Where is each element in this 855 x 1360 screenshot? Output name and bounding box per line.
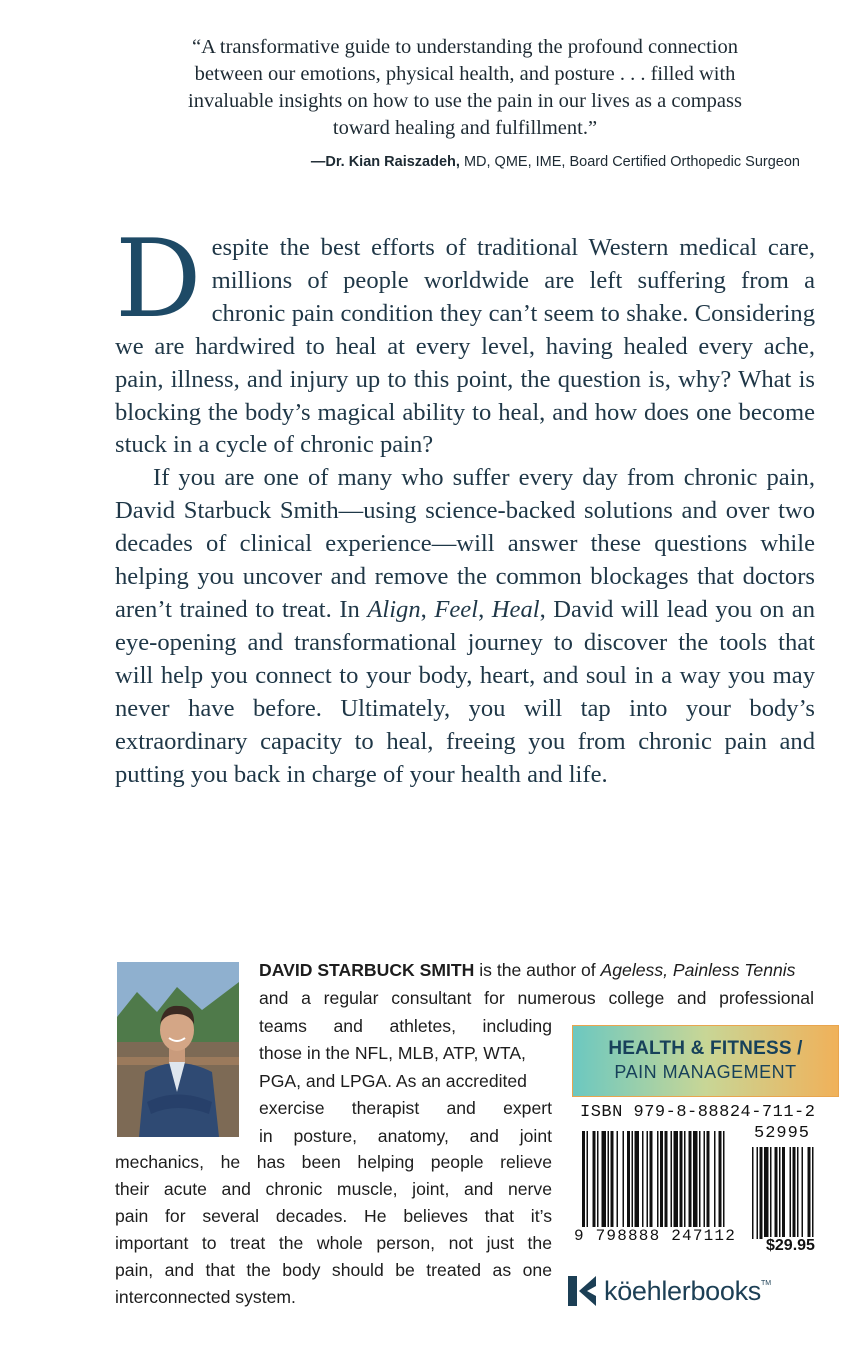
addon-bar — [764, 1147, 769, 1239]
barcode-bar — [608, 1131, 610, 1239]
addon-bar — [797, 1147, 799, 1239]
barcode-bar — [642, 1131, 644, 1239]
trademark: TM — [761, 1280, 772, 1287]
quote-line: toward healing and fulfillment.” — [332, 117, 598, 139]
addon-bar — [779, 1147, 781, 1239]
drop-cap: D — [115, 217, 202, 342]
category-label — [572, 1025, 839, 1097]
addon-bar — [752, 1147, 754, 1239]
barcode-bar — [597, 1131, 599, 1239]
publisher-name: köehlerbooks — [604, 1275, 762, 1306]
publisher-logo — [568, 1275, 771, 1307]
barcode-bar — [693, 1131, 698, 1239]
bio-line: mechanics, he has been helping people relieve — [115, 1152, 552, 1172]
description-paragraph-1 — [115, 217, 815, 462]
barcode-bar — [671, 1131, 673, 1239]
comma: , — [420, 595, 435, 623]
paragraph-2-text-b: , David will lead you on an eye-opening and transformational journey to discover the tools that will help you connect to your body, heart, and soul in a way you may never have before. Ultimately, you will tap into your body’s extraordinary capacity to heal, freeing you from chronic pain and putting you back in charge of your health and life. — [115, 595, 816, 788]
barcode-bar — [719, 1131, 722, 1239]
barcode-bar — [617, 1131, 619, 1239]
addon-bar — [812, 1147, 814, 1239]
previous-book-title: Ageless, Painless Tennis — [600, 960, 796, 980]
barcode-bar — [689, 1131, 692, 1239]
paragraph-1-text: espite the best efforts of traditional Western medical care, millions of people worldwide are left suffering from a chronic pain condition they can’t seem to shake. Considering we are hardwired to heal at every level, having healed every ache, pain, illness, and injury up to this point, the question is, why? What is blocking the body’s magical ability to heal, and how does one become stuck in a cycle of chronic pain? — [115, 234, 815, 459]
bio-line: teams and athletes, including — [259, 1016, 552, 1036]
barcode-bar — [714, 1131, 716, 1239]
bio-line: pain for several decades. He believes that it’s — [115, 1206, 552, 1226]
bio-line: PGA, and LPGA. As an accredited — [259, 1071, 527, 1091]
publisher-k-icon — [568, 1276, 598, 1306]
barcode-bar — [623, 1131, 625, 1239]
book-title-feel: Feel — [434, 595, 479, 623]
bio-line: pain, and that the body should be treated as one — [115, 1260, 552, 1280]
barcode-bar — [680, 1131, 683, 1239]
bio-text: is the author of — [474, 960, 601, 980]
addon-bar — [760, 1147, 763, 1239]
price: $29.95 — [766, 1237, 815, 1254]
barcode-bar — [632, 1131, 634, 1239]
addon-bar — [808, 1147, 811, 1239]
endorsement-quote — [95, 34, 835, 142]
addon-bar — [757, 1147, 759, 1239]
paragraph-2-text-a: If you are one of many who suffer every day from chronic pain, David Starbuck Smith—using science-backed solutions and over two decades of clinical experience—will answer these questions while helping you uncover and remove the common blockages that doctors aren’t trained to treat. In — [115, 464, 815, 623]
barcode-bar — [582, 1131, 585, 1239]
quote-line: “A transformative guide to understanding the profound connection — [192, 36, 738, 58]
author-name: DAVID STARBUCK SMITH — [259, 960, 475, 980]
barcode-bar — [674, 1131, 679, 1239]
barcode-bar — [707, 1131, 710, 1239]
book-title-heal: Heal — [491, 595, 540, 623]
price-code: 52995 — [754, 1124, 811, 1143]
addon-bar — [790, 1147, 792, 1239]
bio-line: their acute and chronic muscle, joint, and nerve — [115, 1179, 552, 1199]
comma: , — [478, 595, 492, 623]
isbn-barcode — [572, 1099, 837, 1264]
barcode-bar — [657, 1131, 659, 1239]
bio-line — [259, 958, 795, 982]
attribution-credentials: MD, QME, IME, Board Certified Orthopedic Surgeon — [459, 154, 800, 170]
category-primary: HEALTH & FITNESS / — [608, 1038, 803, 1059]
category-secondary: PAIN MANAGEMENT — [614, 1062, 797, 1082]
barcode-bar — [627, 1131, 630, 1239]
isbn-label: ISBN 979-8-88824-711-2 — [580, 1103, 816, 1122]
barcode-bar — [647, 1131, 649, 1239]
author-portrait-illustration — [117, 962, 239, 1137]
addon-bar — [770, 1147, 772, 1239]
bio-line: and a regular consultant for numerous college and professional — [259, 988, 814, 1008]
barcode-bar — [587, 1131, 589, 1239]
barcode-bar — [660, 1131, 663, 1239]
barcode-bar — [650, 1131, 653, 1239]
ean-digits: 9 798888 247112 — [574, 1227, 740, 1245]
barcode-bar — [665, 1131, 668, 1239]
book-description — [115, 217, 816, 791]
quote-line: between our emotions, physical health, and posture . . . filled with — [194, 63, 736, 85]
attribution-name: —Dr. Kian Raiszadeh, — [310, 154, 460, 170]
addon-bar — [782, 1147, 785, 1239]
addon-bar — [802, 1147, 804, 1239]
barcode-bar — [593, 1131, 596, 1239]
book-title-align: Align — [367, 595, 421, 623]
bio-line: important to treat the whole person, not just the — [115, 1233, 552, 1253]
bio-line: in posture, anatomy, and joint — [259, 1126, 552, 1146]
barcode-bar — [635, 1131, 640, 1239]
barcode-bar — [723, 1131, 725, 1239]
bio-line: exercise therapist and expert — [259, 1098, 552, 1118]
barcode-bar — [684, 1131, 686, 1239]
bio-line: interconnected system. — [115, 1287, 296, 1307]
barcode-bar — [602, 1131, 607, 1239]
quote-line: invaluable insights on how to use the pain in our lives as a compass — [188, 90, 742, 112]
author-photo — [117, 962, 239, 1137]
quote-attribution — [311, 154, 800, 170]
bio-line: those in the NFL, MLB, ATP, WTA, — [259, 1043, 526, 1063]
description-paragraph-2 — [115, 462, 815, 791]
barcode-bar — [704, 1131, 706, 1239]
addon-bar — [775, 1147, 778, 1239]
barcode-bar — [611, 1131, 614, 1239]
barcode-bar — [699, 1131, 701, 1239]
addon-bar — [793, 1147, 796, 1239]
